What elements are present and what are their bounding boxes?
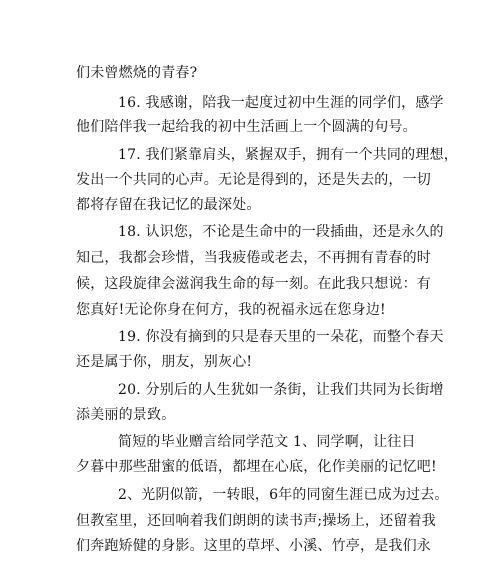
text-line: 们未曾燃烧的青春? [76, 65, 198, 81]
text-line: 都将存留在我记忆的最深处。 [76, 197, 261, 213]
text-line: 17. 我们紧靠肩头，紧握双手，拥有一个共同的理想， [118, 147, 458, 163]
text-line: 简短的毕业赠言给同学范文 1、同学啊，让往日 [118, 434, 416, 450]
text-line: 16. 我感谢，陪我一起度过初中生涯的同学们，感学 [118, 95, 444, 111]
text-line: 他们陪伴我一起给我的初中生活画上一个圆满的句号。 [76, 119, 417, 135]
text-line: 19. 你没有摘到的只是春天里的一朵花，而整个春天 [118, 329, 444, 345]
text-line: 候，这段旋律会滋润我生命的每一刻。在此我只想说：有 [76, 276, 431, 292]
text-line: 还是属于你，朋友，别灰心! [76, 354, 253, 370]
text-line: 发出一个共同的心声。无论是得到的，还是失去的，一切 [76, 172, 431, 188]
text-line: 20. 分别后的人生犹如一条街，让我们共同为长街增 [118, 382, 444, 398]
text-line: 但教室里，还回响着我们朗朗的读书声;操场上，还留着我 [76, 513, 436, 529]
text-line: 添美丽的景致。 [76, 407, 176, 423]
text-line: 知己，我都会珍惜，当我疲倦或老去，不再拥有青春的时 [76, 250, 431, 266]
text-line: 夕暮中那些甜蜜的低语，都埋在心底，化作美丽的记忆吧! [76, 459, 437, 475]
text-line: 们奔跑矫健的身影。这里的草坪、小溪、竹亭，是我们永 [76, 538, 431, 554]
text-line: 您真好!无论你身在何方，我的祝福永远在您身边! [76, 302, 386, 318]
text-line: 2、光阴似箭，一转眼，6年的同窗生涯已成为过去。 [118, 487, 449, 503]
text-line: 18. 认识您，不论是生命中的一段插曲，还是永久的 [118, 224, 444, 240]
